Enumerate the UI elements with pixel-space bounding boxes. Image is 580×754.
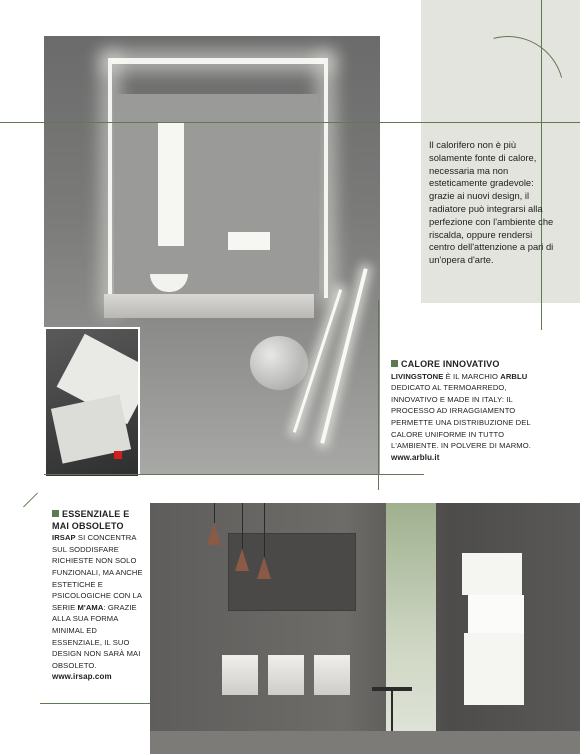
decor-tick: [23, 493, 38, 508]
light-strip: [108, 58, 328, 64]
series-name: M'AMA: [77, 602, 104, 612]
radiator-bottom: [464, 633, 524, 705]
essenziale-body: [52, 532, 148, 671]
brand-name: IRSAP: [52, 533, 76, 543]
mirror-panel: [158, 122, 184, 246]
calore-title-text: CALORE INNOVATIVO: [401, 359, 500, 369]
sink-cube: [314, 655, 350, 695]
pendant-cord: [214, 503, 215, 523]
marble-counter: [104, 294, 314, 318]
pendant-lamp: [235, 549, 249, 571]
arblu-link[interactable]: www.arblu.it: [391, 452, 440, 462]
radiator-top: [462, 553, 522, 595]
essenziale-caption: [52, 509, 148, 683]
pendant-lamp: [207, 523, 221, 545]
square-bullet-icon: [52, 510, 59, 517]
irsap-link[interactable]: www.irsap.com: [52, 672, 112, 682]
wall-recess: [114, 94, 319, 294]
mirror: [228, 533, 356, 611]
caption-text: DEDICATO AL TERMOARREDO, INNOVATIVO E MADE IN ITALY: IL PROCESSO AD IRRAGGIAMENTO PERMETTE UNA DISTRIBUZIONE DEL CALORE UNIFORME IN TUTTO L'AMBIENTE. IN POLVERE DI MARMO.: [391, 383, 531, 451]
light-strip: [324, 58, 328, 298]
calore-body: [391, 371, 551, 452]
calore-title: [391, 359, 551, 371]
pendant-lamp: [257, 557, 271, 579]
essenziale-title: [52, 509, 148, 532]
wall-radiator: [228, 232, 270, 250]
indicator-light: [114, 451, 122, 459]
window: [386, 503, 436, 743]
square-bullet-icon: [391, 360, 398, 367]
bathroom-photo-irsap: [150, 503, 580, 754]
pendant-cord: [242, 503, 243, 549]
essenziale-title-text: ESSENZIALE E MAI OBSOLETO: [52, 509, 130, 531]
caption-text: : GRAZIE ALLA SUA FORMA MINIMAL ED ESSENZIALE, IL SUO DESIGN NON SARÀ MAI OBSOLETO.: [52, 602, 141, 670]
caption-text: È IL MARCHIO: [443, 371, 501, 381]
brand-name: ARBLU: [500, 371, 528, 381]
sink-cube: [222, 655, 258, 695]
floor: [150, 731, 580, 754]
product-name: LIVINGSTONE: [391, 371, 444, 381]
pendant-cord: [264, 503, 265, 557]
light-strip: [108, 58, 112, 308]
calore-caption: [391, 359, 551, 463]
stone-sphere: [250, 336, 308, 390]
radiator-detail-photo: [44, 327, 140, 478]
decor-line: [40, 703, 160, 704]
decor-line: [378, 300, 379, 490]
side-table-leg: [391, 691, 393, 735]
decor-line: [44, 474, 424, 475]
caption-text: SI CONCENTRA SUL SODDISFARE RICHIESTE NON SOLO FUNZIONALI, MA ANCHE ESTETICHE E PSICOLOGICHE CON LA SERIE: [52, 533, 143, 612]
radiator-middle: [468, 595, 524, 635]
intro-paragraph: Il calorifero non è più solamente fonte di calore, necessaria ma non esteticamente gradevole: grazie ai nuovi design, il radiatore può integrarsi alla perfezione con l'ambiente che riscalda, oppure rendersi centro dell'attenzione a pari di un'opera d'arte.: [429, 139, 554, 266]
sink-cube: [268, 655, 304, 695]
